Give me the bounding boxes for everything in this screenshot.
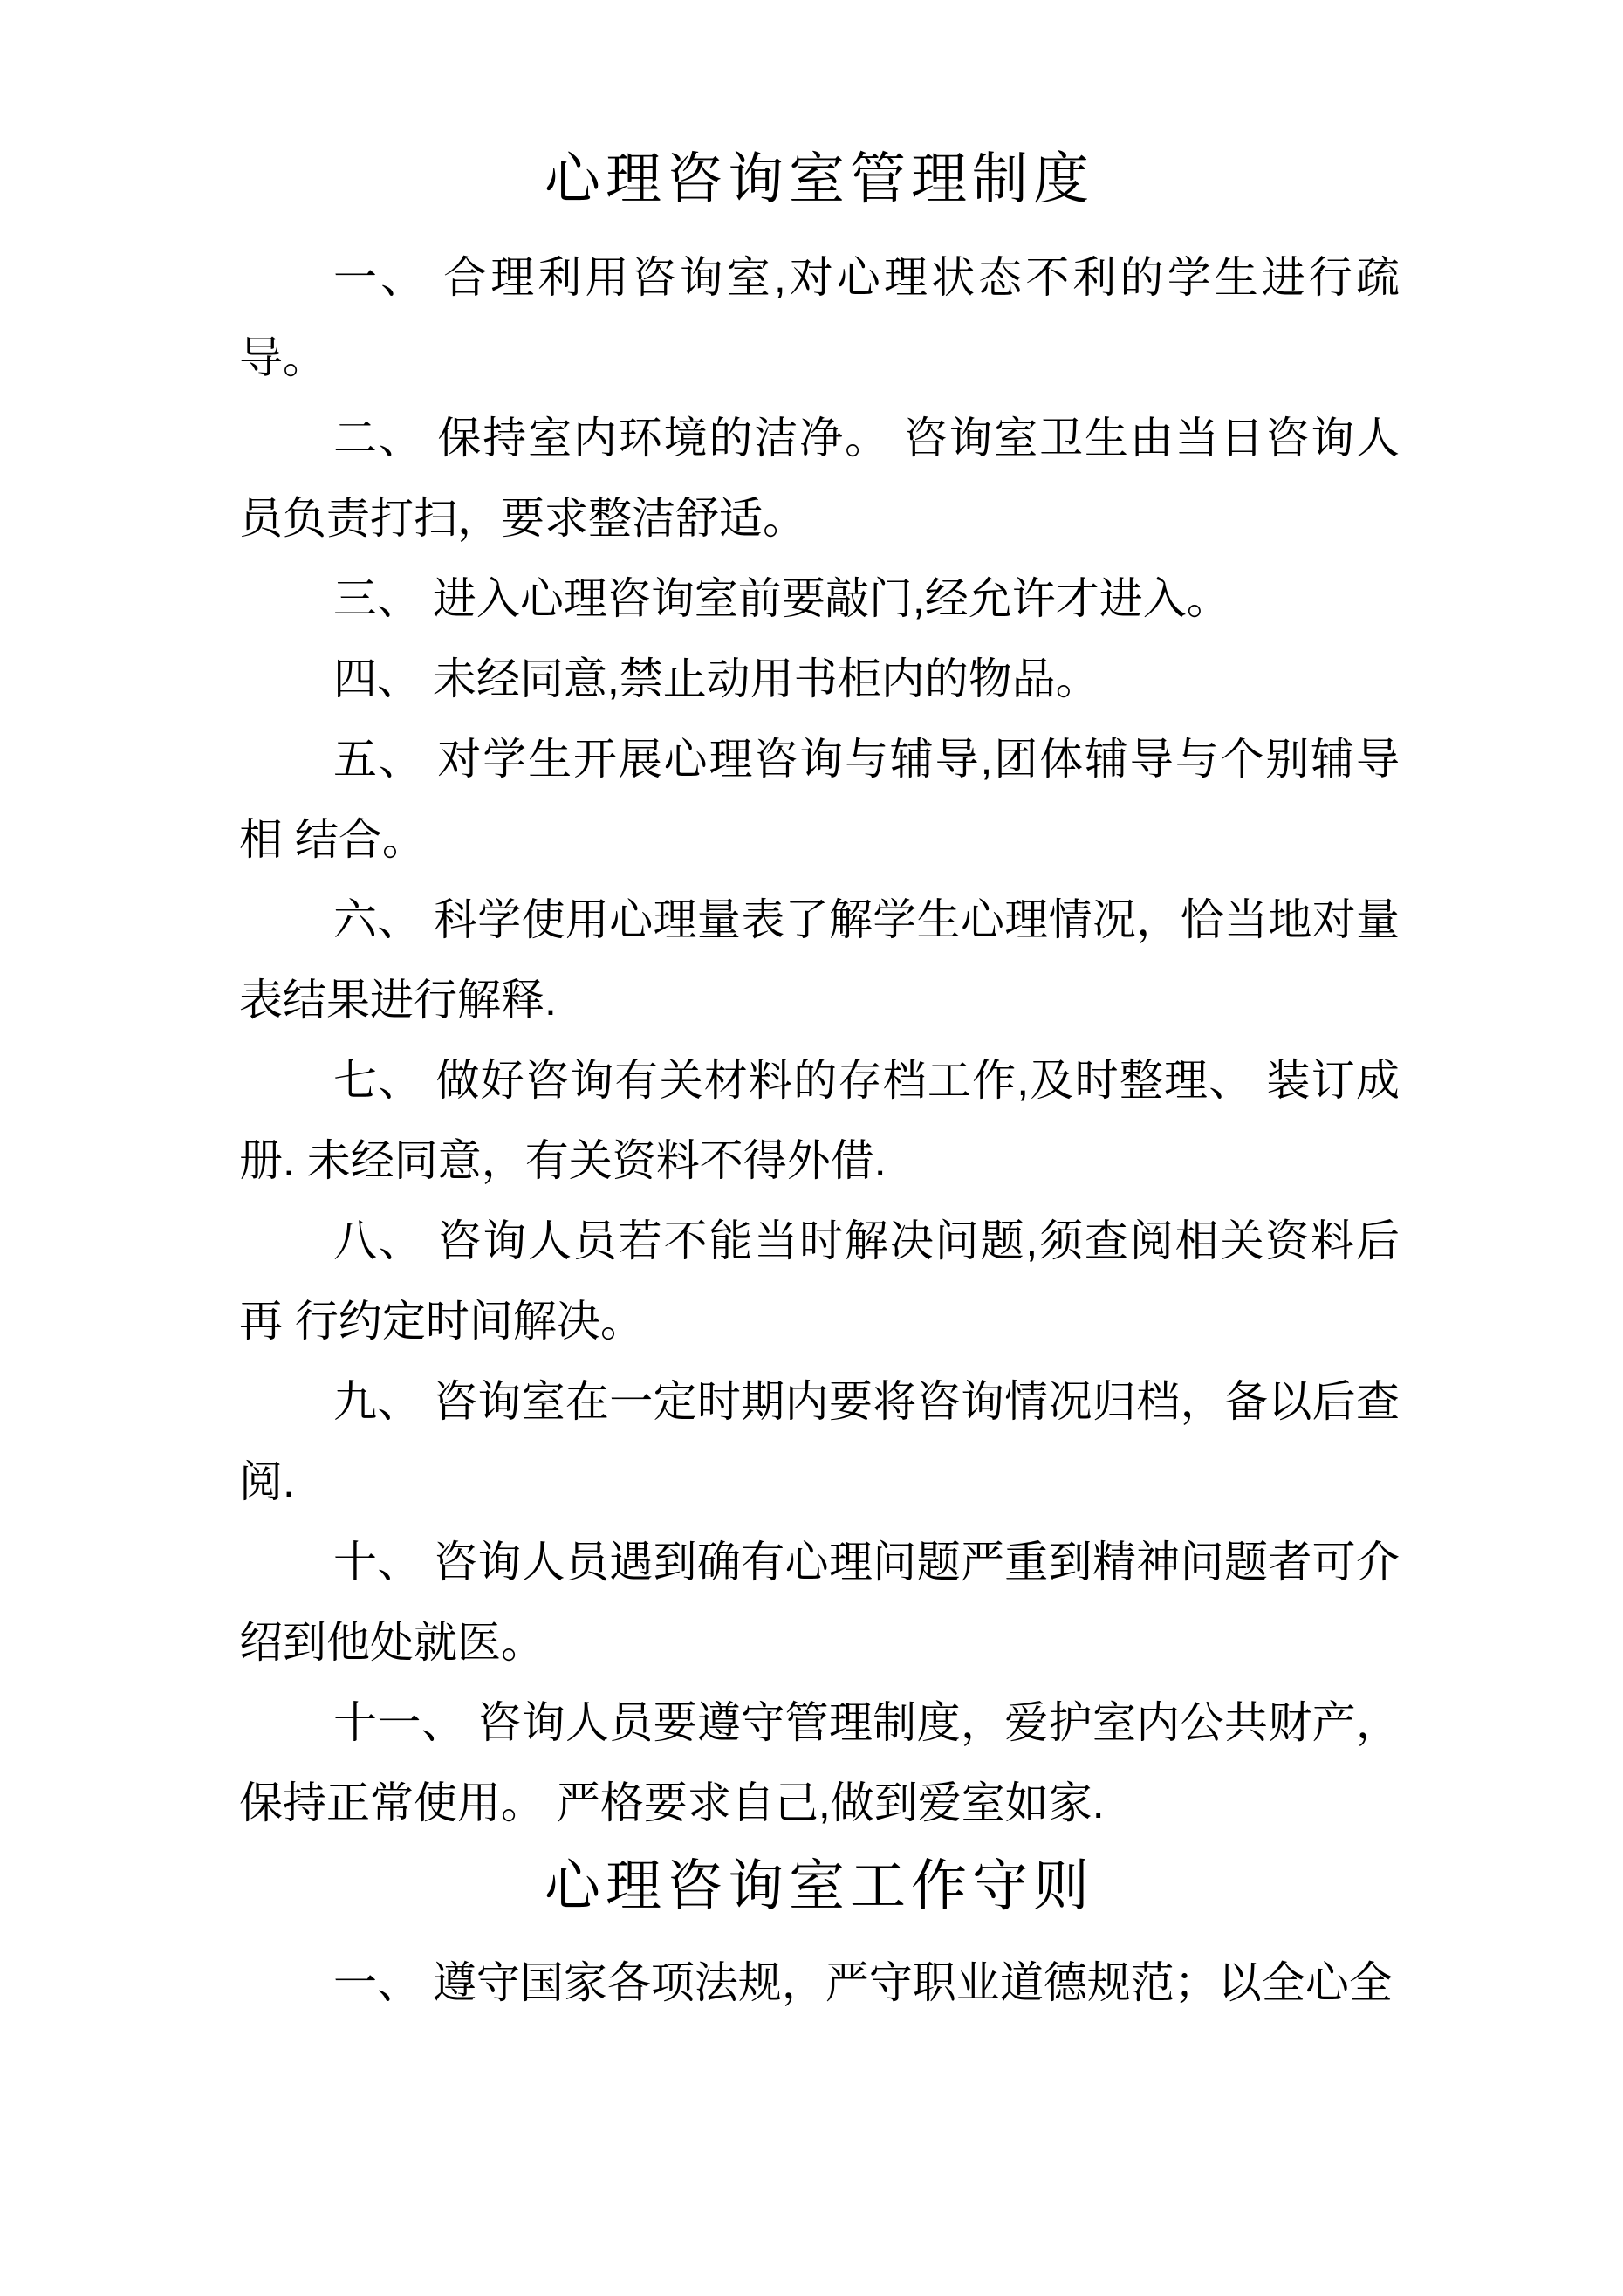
management-rule-11: 十一、 咨询人员要遵守管理制度，爱护室内公共财产，保持正常使用。 严格要求自己,做到爱室如家. xyxy=(239,1698,1400,1827)
work-rule-1: 一、 遵守国家各项法规，严守职业道德规范；以全心全 xyxy=(333,1958,1393,2007)
management-rule-9: 九、 咨询室在一定时期内要将咨询情况归档，备以后查阅. xyxy=(239,1377,1400,1506)
management-rule-6: 六、 科学使用心理量表了解学生心理情况，恰当地对量表结果进行解释. xyxy=(239,895,1400,1025)
management-rule-10: 十、 咨询人员遇到确有心理问题严重到精神问题者可介绍到他处就医。 xyxy=(239,1538,1400,1667)
management-rule-7: 七、 做好咨询有关材料的存档工作,及时整理、 装订成册. 未经同意，有关资料不得外借. xyxy=(239,1056,1400,1185)
management-rule-5: 五、 对学生开展心理咨询与辅导,团体辅导与个别辅导相 结合。 xyxy=(239,735,1400,864)
work-rules-title: 心理咨询室工作守则 xyxy=(544,1855,1094,1917)
management-rule-3: 三、 进入心理咨询室前要敲门,经允许才进入。 xyxy=(333,574,1230,623)
management-rule-2: 二、 保持室内环境的洁净。 咨询室卫生由当日咨询人员负责打扫，要求整洁舒适。 xyxy=(239,414,1400,543)
management-rule-1: 一、 合理利用咨询室,对心理状态不利的学生进行疏导。 xyxy=(239,253,1400,382)
management-rules-title: 心理咨询室管理制度 xyxy=(544,148,1094,210)
management-rule-8: 八、 咨询人员若不能当时解决问题,须查阅相关资料后再 行约定时间解决。 xyxy=(239,1217,1400,1346)
management-rule-4: 四、 未经同意,禁止动用书柜内的物品。 xyxy=(333,655,1099,703)
